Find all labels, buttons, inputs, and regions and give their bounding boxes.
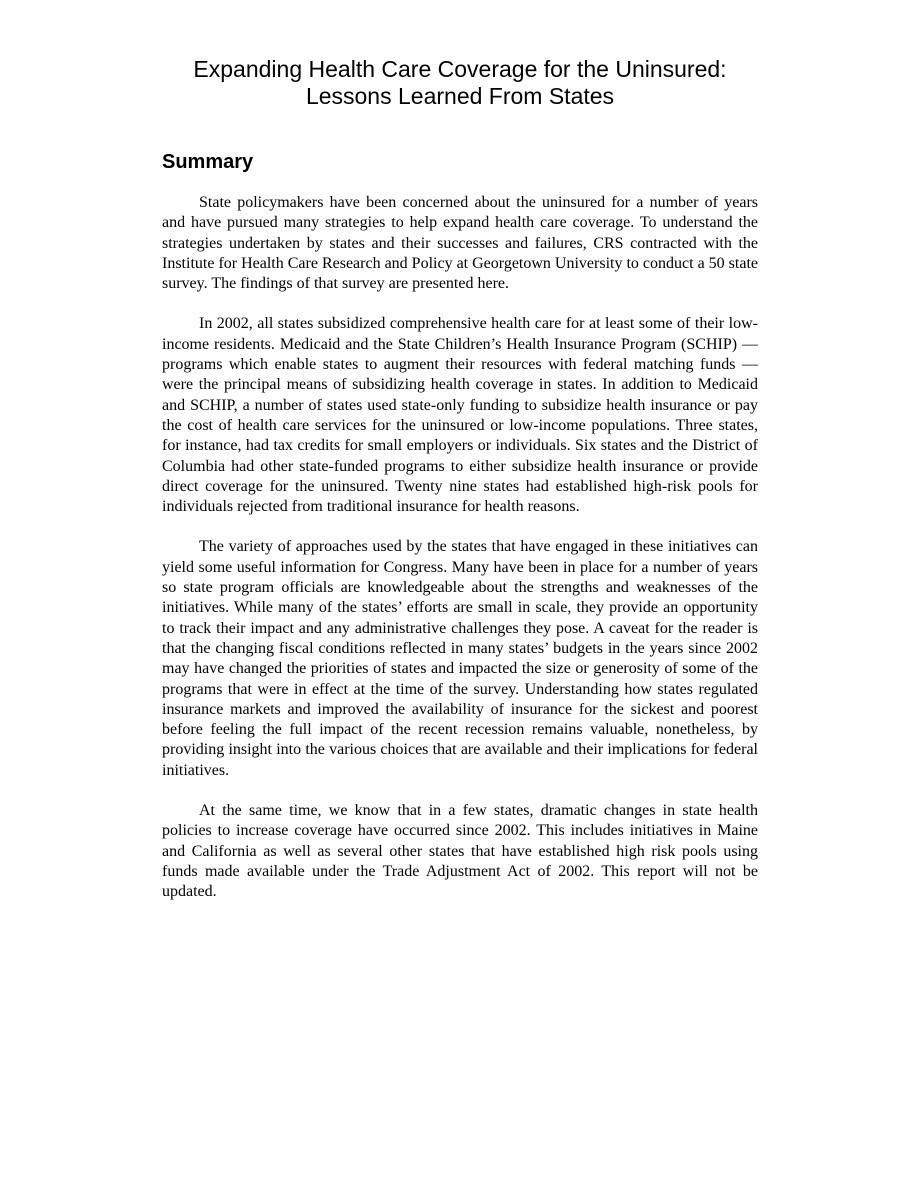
title-line-2: Lessons Learned From States xyxy=(305,83,615,109)
paragraph-3: The variety of approaches used by the states that have engaged in these initiatives can yield some useful information for Congress. Many have been in place for a number of years so state program officials are knowledgeable about the strengths and weaknesses of the initiatives. While many of the states’ efforts are small in scale, they provide an opportunity to track their impact and any administrative challenges they pose. A caveat for the reader is that the changing fiscal conditions reflected in many states’ budgets in the years since 2002 may have changed the priorities of states and impacted the size or generosity of some of the programs that were in effect at the time of the survey. Understanding how states regulated insurance markets and improved the availability of insurance for the sickest and poorest before feeling the full impact of the recent recession remains valuable, nonetheless, by providing insight into the various choices that are available and their implications for federal initiatives. xyxy=(162,538,758,779)
paragraph-4: At the same time, we know that in a few states, dramatic changes in state health policies to increase coverage have occurred since 2002. This includes initiatives in Maine and California as well as several other states that have established high risk pools using funds made available under the Trade Adjustment Act of 2002. This report will not be updated. xyxy=(162,802,758,901)
paragraph-2: In 2002, all states subsidized comprehensive health care for at least some of their low-income residents. Medicaid and the State Children’s Health Insurance Program (SCHIP) — programs which enable states to augment their resources with federal matching funds — were the principal means of subsidizing health coverage in states. In addition to Medicaid and SCHIP, a number of states used state-only funding to subsidize health insurance or pay the cost of health care services for the uninsured or low-income populations. Three states, for instance, had tax credits for small employers or individuals. Six states and the District of Columbia had other state-funded programs to either subsidize health insurance or provide direct coverage for the uninsured. Twenty nine states had established high-risk pools for individuals rejected from traditional insurance for health reasons. xyxy=(162,315,758,516)
title-line-1: Expanding Health Care Coverage for the Uninsured: xyxy=(193,56,727,82)
document-page xyxy=(162,0,758,903)
paragraph-1: State policymakers have been concerned about the uninsured for a number of years and have pursued many strategies to help expand health care coverage. To understand the strategies undertaken by states and their successes and failures, CRS contracted with the Institute for Health Care Research and Policy at Georgetown University to conduct a 50 state survey. The findings of that survey are presented here. xyxy=(162,194,758,293)
document-title xyxy=(162,0,758,110)
section-heading: Summary xyxy=(162,151,254,173)
